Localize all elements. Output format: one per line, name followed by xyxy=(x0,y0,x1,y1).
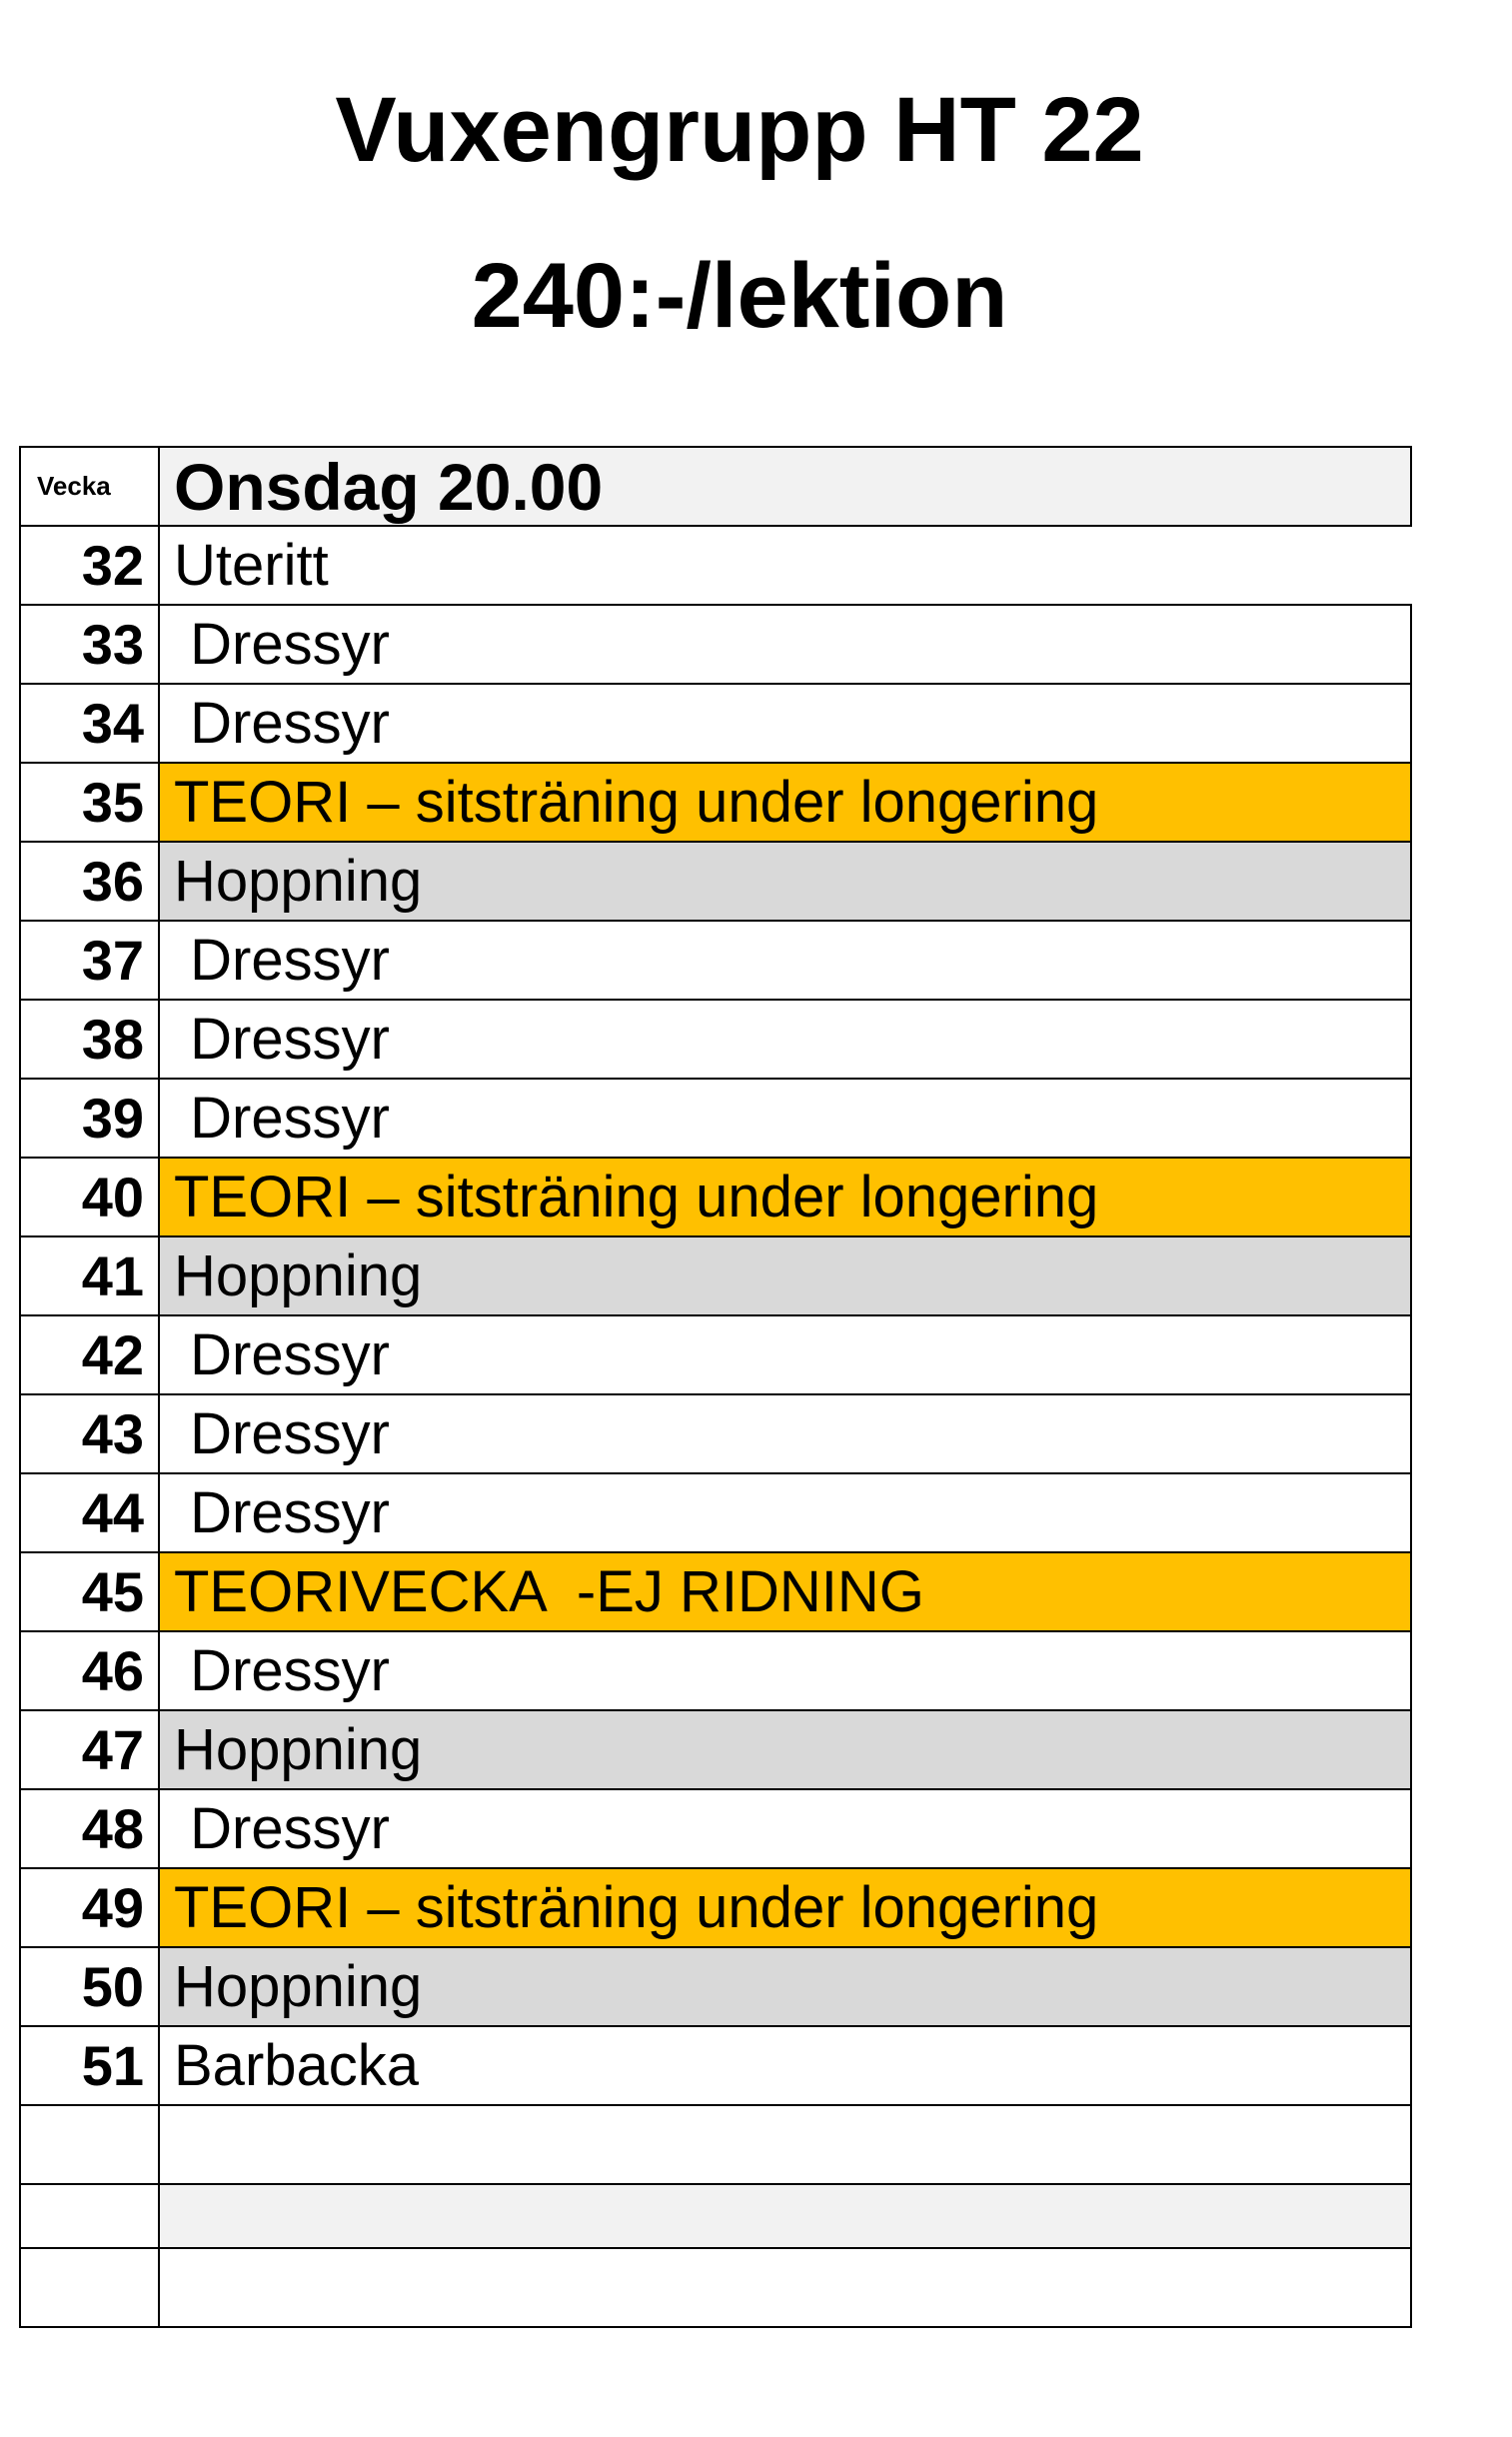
table-row xyxy=(20,1079,1411,1158)
activity-cell xyxy=(159,2184,1411,2248)
week-number-cell: 51 xyxy=(20,2026,159,2105)
table-row xyxy=(20,1868,1411,1947)
table-row xyxy=(20,1000,1411,1079)
week-number-cell: 40 xyxy=(20,1158,159,1236)
activity-cell: Dressyr xyxy=(159,1394,1411,1473)
week-number-cell xyxy=(20,2248,159,2327)
week-number-cell: 33 xyxy=(20,605,159,684)
week-number-cell: 38 xyxy=(20,1000,159,1079)
activity-cell: Dressyr xyxy=(159,1000,1411,1079)
activity-cell: TEORI – sitsträning under longering xyxy=(159,1158,1411,1236)
week-number-cell: 46 xyxy=(20,1631,159,1710)
activity-cell: Uteritt xyxy=(159,526,1411,605)
activity-cell: Dressyr xyxy=(159,921,1411,1000)
table-row xyxy=(20,1947,1411,2026)
activity-cell: TEORI – sitsträning under longering xyxy=(159,763,1411,842)
week-number-cell: 50 xyxy=(20,1947,159,2026)
table-row xyxy=(20,1789,1411,1868)
table-row xyxy=(20,1710,1411,1789)
table-row xyxy=(20,1473,1411,1552)
table-row xyxy=(20,1552,1411,1631)
table-row xyxy=(20,1631,1411,1710)
table-header-row xyxy=(20,447,1411,526)
table-row xyxy=(20,1236,1411,1315)
activity-cell: Hoppning xyxy=(159,1236,1411,1315)
week-number-cell: 49 xyxy=(20,1868,159,1947)
activity-cell: Hoppning xyxy=(159,842,1411,921)
activity-cell: Dressyr xyxy=(159,1315,1411,1394)
week-number-cell: 41 xyxy=(20,1236,159,1315)
table-row xyxy=(20,2248,1411,2327)
table-row xyxy=(20,842,1411,921)
table-row xyxy=(20,605,1411,684)
table-row xyxy=(20,2105,1411,2184)
week-number-cell: 42 xyxy=(20,1315,159,1394)
activity-cell: Dressyr xyxy=(159,1079,1411,1158)
page-title: Vuxengrupp HT 22 xyxy=(335,79,1144,181)
table-row xyxy=(20,2184,1411,2248)
table-row xyxy=(20,2026,1411,2105)
week-number-cell: 47 xyxy=(20,1710,159,1789)
week-number-cell: 37 xyxy=(20,921,159,1000)
activity-cell: Dressyr xyxy=(159,1631,1411,1710)
activity-column-header: Onsdag 20.00 xyxy=(159,447,1411,526)
table-row xyxy=(20,1158,1411,1236)
week-number-cell xyxy=(20,2184,159,2248)
table-row xyxy=(20,763,1411,842)
week-number-cell: 48 xyxy=(20,1789,159,1868)
week-number-cell: 34 xyxy=(20,684,159,763)
week-column-header: Vecka xyxy=(20,447,159,526)
table-row xyxy=(20,1394,1411,1473)
week-number-cell: 35 xyxy=(20,763,159,842)
table-row xyxy=(20,526,1411,605)
week-number-cell: 32 xyxy=(20,526,159,605)
table-row xyxy=(20,921,1411,1000)
activity-cell: TEORI – sitsträning under longering xyxy=(159,1868,1411,1947)
week-number-cell xyxy=(20,2105,159,2184)
table-row xyxy=(20,684,1411,763)
activity-cell: Dressyr xyxy=(159,684,1411,763)
week-number-cell: 44 xyxy=(20,1473,159,1552)
activity-cell: Dressyr xyxy=(159,1473,1411,1552)
week-number-cell: 45 xyxy=(20,1552,159,1631)
week-number-cell: 36 xyxy=(20,842,159,921)
page-subtitle: 240:-/lektion xyxy=(471,245,1008,347)
activity-cell: Barbacka xyxy=(159,2026,1411,2105)
activity-cell xyxy=(159,2248,1411,2327)
week-number-cell: 43 xyxy=(20,1394,159,1473)
activity-cell xyxy=(159,2105,1411,2184)
activity-cell: Dressyr xyxy=(159,1789,1411,1868)
table-row xyxy=(20,1315,1411,1394)
activity-cell: Dressyr xyxy=(159,605,1411,684)
activity-cell: Hoppning xyxy=(159,1710,1411,1789)
activity-cell: TEORIVECKA -EJ RIDNING xyxy=(159,1552,1411,1631)
schedule-table xyxy=(19,446,1412,2328)
week-number-cell: 39 xyxy=(20,1079,159,1158)
activity-cell: Hoppning xyxy=(159,1947,1411,2026)
